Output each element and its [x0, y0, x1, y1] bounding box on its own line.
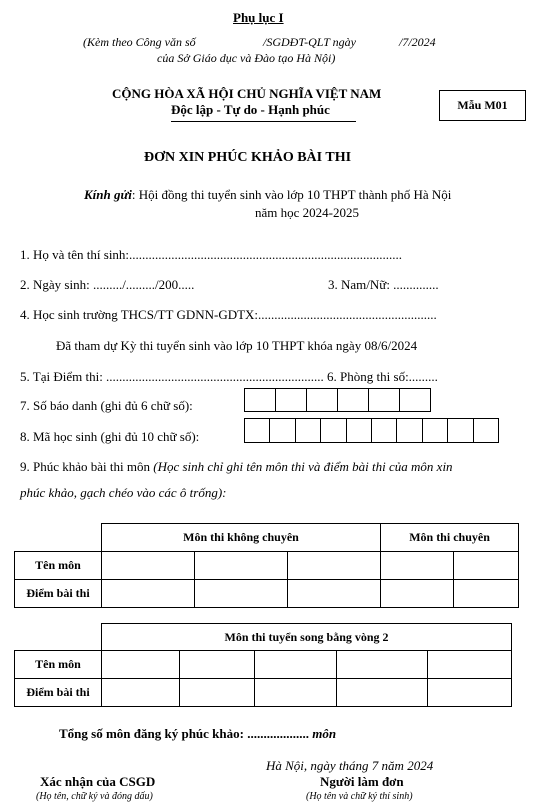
attach-line1-b: /SGDĐT-QLT ngày [263, 35, 356, 49]
digit-box[interactable] [270, 419, 295, 442]
digit-box[interactable] [307, 389, 338, 411]
digit-box[interactable] [276, 389, 307, 411]
total-unit: môn [312, 726, 337, 741]
row-label-subject: Tên môn [15, 651, 102, 679]
attach-line2: của Sở Giáo dục và Đào tạo Hà Nội) [157, 51, 336, 65]
header-round2: Môn thi tuyển song bằng vòng 2 [102, 624, 512, 651]
candidate-no-boxes[interactable] [244, 388, 431, 412]
place-date: Hà Nội, ngày tháng 7 năm 2024 [266, 758, 434, 773]
form-code-box [439, 90, 526, 121]
header-specialized: Môn thi chuyên [381, 524, 519, 552]
attended-statement: Đã tham dự Kỳ thi tuyển sinh vào lớp 10 THPT khóa ngày 08/6/2024 [56, 338, 418, 353]
review-note-1: (Học sinh chỉ ghi tên môn thi và điểm bài thi của môn xin [153, 459, 453, 474]
attach-line1-a: (Kèm theo Công văn số [83, 35, 196, 49]
score-cell[interactable] [180, 679, 255, 707]
applicant-title: Người làm đơn [320, 774, 404, 789]
field-school[interactable]: 4. Học sinh trường THCS/TT GDNN-GDTX:....................................................... [20, 307, 437, 322]
score-cell[interactable] [428, 679, 512, 707]
field-gender[interactable]: 3. Nam/Nữ: .............. [328, 277, 439, 292]
row-label-score: Điểm bài thi [15, 580, 102, 608]
to-line1: : Hội đồng thi tuyển sinh vào lớp 10 THPT thành phố Hà Nội [131, 187, 452, 202]
digit-box[interactable] [347, 419, 372, 442]
subject-cell[interactable] [454, 552, 519, 580]
score-cell[interactable] [454, 580, 519, 608]
digit-box[interactable] [245, 389, 276, 411]
header-non-specialized: Môn thi không chuyên [102, 524, 381, 552]
digit-box[interactable] [321, 419, 346, 442]
confirm-title: Xác nhận của CSGD [40, 774, 156, 789]
row-label-subject: Tên môn [15, 552, 102, 580]
corner-cell [15, 624, 102, 651]
digit-box[interactable] [448, 419, 473, 442]
digit-box[interactable] [338, 389, 369, 411]
subject-cell[interactable] [102, 651, 180, 679]
subject-cell[interactable] [381, 552, 454, 580]
score-cell[interactable] [288, 580, 381, 608]
subject-cell[interactable] [255, 651, 337, 679]
student-id-boxes[interactable] [244, 418, 499, 443]
subject-cell[interactable] [337, 651, 428, 679]
review-table-main [14, 523, 519, 608]
score-cell[interactable] [381, 580, 454, 608]
total-line[interactable] [59, 726, 336, 742]
field-exam-site-room[interactable]: 5. Tại Điểm thi: ................................................................... 6. Phòng thi số:......... [20, 369, 438, 384]
subject-cell[interactable] [102, 552, 195, 580]
nation-header: CỘNG HÒA XÃ HỘI CHỦ NGHĨA VIỆT NAM [112, 86, 382, 101]
score-cell[interactable] [102, 580, 195, 608]
digit-box[interactable] [245, 419, 270, 442]
score-cell[interactable] [195, 580, 288, 608]
digit-box[interactable] [369, 389, 400, 411]
appendix-title: Phụ lục I [233, 10, 284, 25]
score-cell[interactable] [337, 679, 428, 707]
digit-box[interactable] [296, 419, 321, 442]
digit-box[interactable] [400, 389, 431, 411]
digit-box[interactable] [423, 419, 448, 442]
digit-box[interactable] [397, 419, 422, 442]
confirm-note: (Họ tên, chữ ký và đóng dấu) [36, 791, 153, 802]
applicant-note: (Họ tên và chữ ký thí sinh) [306, 791, 413, 802]
row-label-score: Điểm bài thi [15, 679, 102, 707]
motto-underline [171, 121, 356, 122]
digit-box[interactable] [474, 419, 499, 442]
recipient-line2: năm học 2024-2025 [255, 205, 359, 220]
subject-cell[interactable] [288, 552, 381, 580]
student-id-label: 8. Mã học sinh (ghi đủ 10 chữ số): [20, 429, 200, 444]
total-label: Tổng số môn đăng ký phúc khảo: ................... [59, 726, 309, 741]
score-cell[interactable] [102, 679, 180, 707]
candidate-no-label: 7. Số báo danh (ghi đủ 6 chữ số): [20, 398, 193, 413]
attach-line1-c: /7/2024 [399, 35, 436, 49]
recipient-line1 [84, 187, 451, 203]
form-title: ĐƠN XIN PHÚC KHẢO BÀI THI [144, 150, 352, 165]
subject-cell[interactable] [428, 651, 512, 679]
review-intro-line [20, 459, 453, 475]
form-code: Mẫu M01 [457, 98, 508, 112]
score-cell[interactable] [255, 679, 337, 707]
subject-cell[interactable] [180, 651, 255, 679]
digit-box[interactable] [372, 419, 397, 442]
review-table-round2 [14, 623, 512, 707]
corner-cell [15, 524, 102, 552]
to-label: Kính gửi [84, 187, 132, 202]
review-intro: 9. Phúc khảo bài thi môn [20, 459, 150, 474]
field-full-name[interactable]: 1. Họ và tên thí sinh:.................................................................................... [20, 247, 403, 262]
motto: Độc lập - Tự do - Hạnh phúc [171, 102, 330, 117]
subject-cell[interactable] [195, 552, 288, 580]
review-note-2: phúc khảo, gạch chéo vào các ô trống): [20, 485, 227, 500]
field-dob[interactable]: 2. Ngày sinh: ........./........./200..... [20, 277, 195, 292]
